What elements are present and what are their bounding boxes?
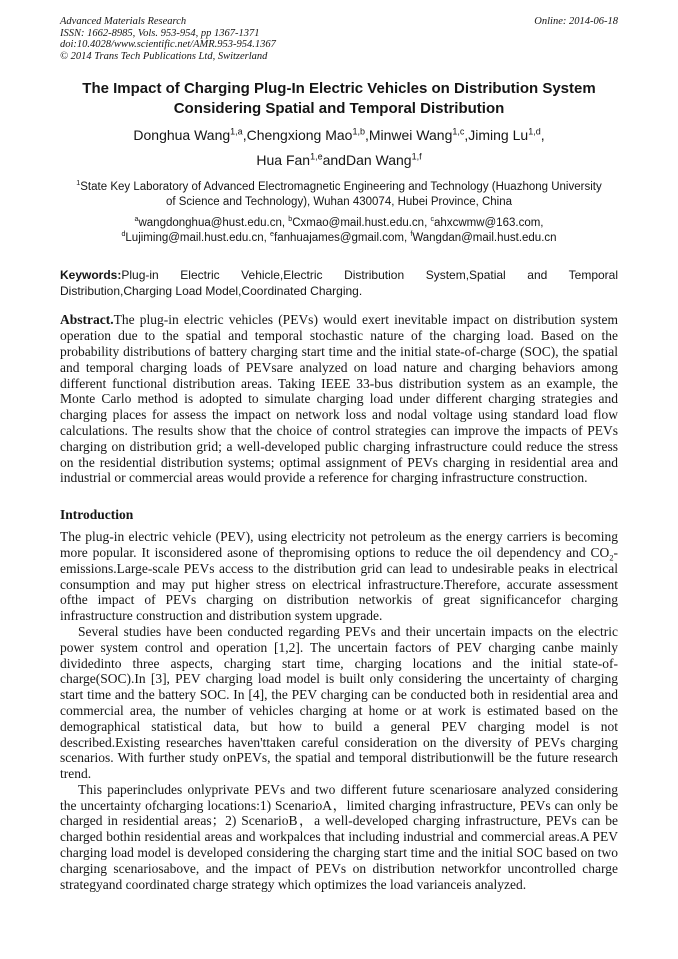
keywords-block <box>60 267 618 299</box>
author-list <box>60 123 618 173</box>
keywords-label: Keywords: <box>60 268 122 283</box>
journal-header <box>60 16 618 62</box>
journal-name: Advanced Materials Research <box>60 16 187 27</box>
journal-copyright-line: © 2014 Trans Tech Publications Ltd, Switzerland <box>60 50 268 62</box>
online-date: Online: 2014-06-18 <box>534 16 618 27</box>
author-line-1: Donghua Wang$^{1,a}$,Chengxiong Mao$^{1,b}$,Minwei Wang$^{1,c}$,Jiming Lu$^{1,d}$, <box>133 126 545 144</box>
journal-info-block <box>60 16 276 62</box>
author-emails <box>60 216 618 246</box>
abstract-block <box>60 312 618 486</box>
affiliation: $^1$State Key Laboratory of Advanced Electromagnetic Engineering and Technology (Huazhong University of Science and Technology), Wuhan 430074, Hubei Province, China <box>76 179 602 209</box>
author-line-2: Hua Fan$^{1,e}$andDan Wang$^{1,f}$ <box>256 151 422 169</box>
journal-issn-line: ISSN: 1662-8985, Vols. 953-954, pp 1367-1371 <box>60 27 260 39</box>
introduction-paragraph-3: This paperincludes onlyprivate PEVs and two different future scenariosare analyzed considering the uncertainty ofcharging locations:1) ScenarioA，limited charging infrastructure, PEVs can only be charged in residential areas；2) ScenarioB，a well-developed charging infrastructure, PEVs can be charged bothin residential areas and workpalces that including industrial and commercial areas.A PEV charging load model is developed considering the charging start time and the initial SOC based on two charging scenariosabove, and the impact of PEVs on distribution networkfor uncontrolled charge strategyand coordinated charge strategy which optimizes the load varianceis analyzed. <box>60 781 618 892</box>
keywords-text: Plug-in Electric Vehicle,Electric Distribution System,Spatial and Temporal Distribution,Charging Load Model,Coordinated Charging. <box>60 268 618 299</box>
abstract-text: The plug-in electric vehicles (PEVs) would exert inevitable impact on distribution system operation due to the spatial and temporal stochastic nature of the charging load. Based on the probability distributions of battery charging start time and the initial state-of-charge (SOC), the spatial and temporal charging loads of PEVsare analyzed on load nature and charging behaviors among different functional distribution areas. Taking IEEE 33-bus distribution system as an example, the Monte Carlo method is adopted to simulate charging load under different charging strategies and charging places for assess the impact on network loss and nodal voltage using standard load flow calculations. The results show that the choice of control strategies can improve the impacts of PEVs charging on distribution grid; a well-developed public charging infrastructure could reduce the stress on the residential distribution systems; optimal assignment of PEVs charging in residential area and industrial or commercial areas would provide a reference for charging infrastructure construction. <box>60 312 618 486</box>
journal-doi-line: doi:10.4028/www.scientific.net/AMR.953-954.1367 <box>60 39 276 51</box>
introduction-paragraph-2: Several studies have been conducted regarding PEVs and their uncertain impacts on the electric power system control and operation [1,2]. The uncertain factors of PEV charging canbe mainly dividedinto three aspects, charging start time, charging locations and the initial state-of-charge(SOC).In [3], PEV charging load model is built only considering the uncertainty of charging start time and the battery SOC. In [4], the PEV charging can be conducted both in residential area and commercial area, the number of vehicles charging at home or at work is estimated based on the demographical statistical data, but how to build a general PEV charging model is not described.Existing researches haven'ttaken careful consideration on the diversity of PEVs charging scenarios. With further study onPEVs, the spatial and temporal distributionwill be the future research trend. <box>60 623 618 782</box>
introduction-heading: Introduction <box>60 507 134 523</box>
introduction-paragraph-1: The plug-in electric vehicle (PEV), using electricity not petroleum as the energy carriers is becoming more popular. It isconsidered asone of thepromising options to reduce the oil dependency and $CO_2-emissions.Large$-scale PEVs access to the distribution grid can lead to undesirable peaks in electrical consumption and may put higher stress on electrical infrastructure.Therefore, accurate assessment ofthe impact of PEVs charging on distribution networkis of great significancefor charging infrastructure construction and distribution system upgrade. <box>60 529 618 624</box>
email-line-2: $^d$Lujiming@mail.hust.edu.cn, $^e$fanhuajames@gmail.com, $^f$Wangdan@mail.hust.edu.cn <box>121 230 557 245</box>
email-line-1: $^a$wangdonghua@hust.edu.cn, $^b$Cxmao@mail.hust.edu.cn, $^c$ahxcwmw@163.com, <box>134 215 544 230</box>
abstract-label: Abstract. <box>60 312 114 328</box>
paper-title: The Impact of Charging Plug-In Electric Vehicles on Distribution System Considering Spatial and Temporal Distribution <box>82 80 596 118</box>
